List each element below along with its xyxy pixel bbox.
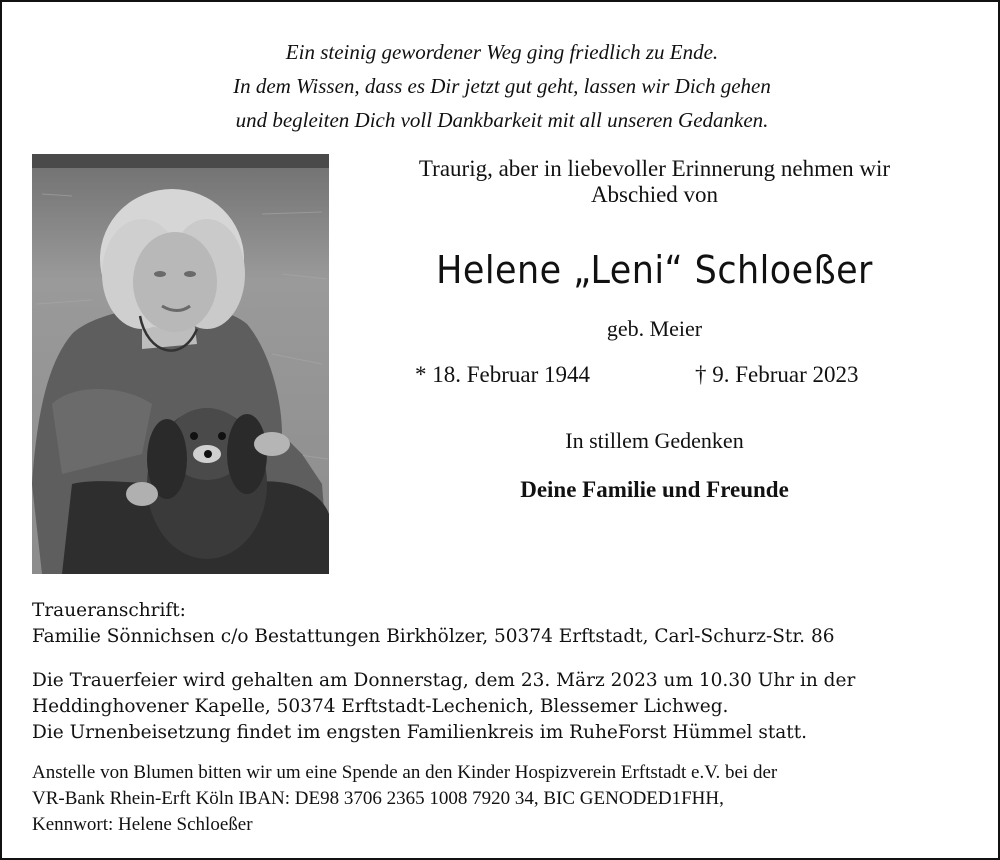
birth-name: geb. Meier [606,316,703,341]
intro-text [352,156,957,208]
poem-line: Ein steinig gewordener Weg ging friedlich zu Ende. [285,40,719,64]
signature: Deine Familie und Freunde [520,477,789,502]
birth-date: * 18. Februar 1944 [415,362,591,387]
intro-line: Traurig, aber in liebevoller Erinnerung nehmen wir [418,156,891,181]
poem [2,35,1000,137]
intro-line: Abschied von [590,182,719,207]
donation-line: Kennwort: Helene Schloeßer [32,814,253,835]
ceremony-line: Die Urnenbeisetzung findet im engsten Familienkreis im RuheForst Hümmel statt. [32,722,808,743]
address-label: Traueranschrift: [32,600,186,621]
memorial-phrase: In stillem Gedenken [565,428,744,453]
ceremony-line: Die Trauerfeier wird gehalten am Donnerstag, dem 23. März 2023 um 10.30 Uhr in der [32,670,856,691]
deceased-name: Helene „Leni“ Schloeßer [436,248,873,292]
portrait-photo-graphic [32,154,329,574]
death-date: † 9. Februar 2023 [695,362,859,387]
ceremony-line: Heddinghovener Kapelle, 50374 Erftstadt-Lechenich, Blessemer Lichweg. [32,696,729,717]
poem-line: und begleiten Dich voll Dankbarkeit mit all unseren Gedanken. [235,108,769,132]
address-text: Familie Sönnichsen c/o Bestattungen Birkhölzer, 50374 Erftstadt, Carl-Schurz-Str. 86 [32,626,835,647]
ceremony-info [32,668,982,746]
poem-line: In dem Wissen, dass es Dir jetzt gut geht, lassen wir Dich gehen [233,74,771,98]
donation-info [32,760,982,838]
donation-line: Anstelle von Blumen bitten wir um eine Spende an den Kinder Hospizverein Erftstadt e.V. bei der [32,762,778,783]
donation-line: VR-Bank Rhein-Erft Köln IBAN: DE98 3706 2365 1008 7920 34, BIC GENODED1FHH, [32,788,724,809]
portrait-photo [32,154,329,574]
mourning-address [32,598,982,650]
